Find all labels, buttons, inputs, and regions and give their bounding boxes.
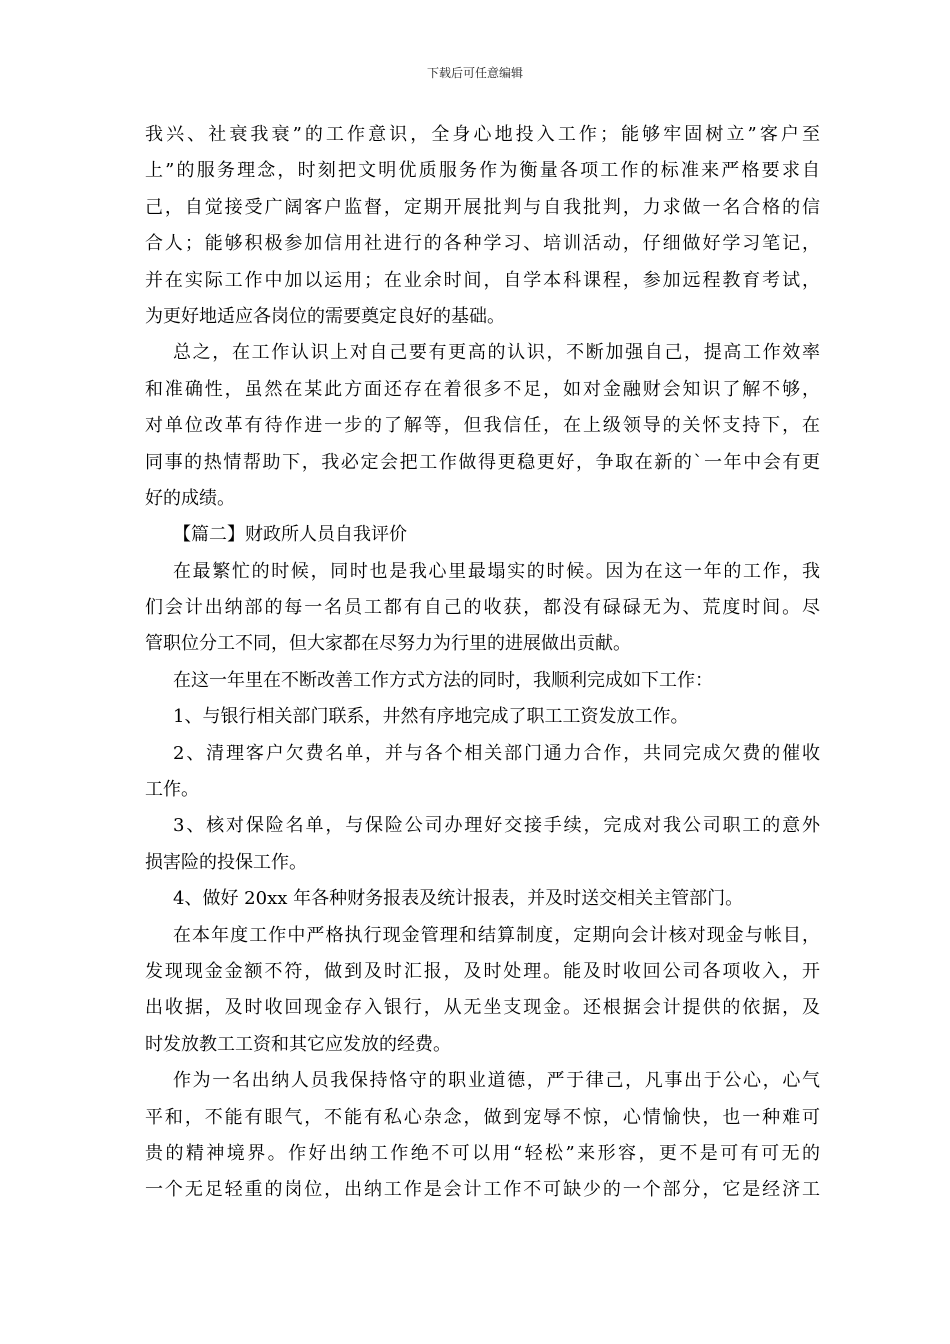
- text-line: 总之，在工作认识上对自己要有更高的认识，不断加强自己，提高工作效率: [173, 342, 820, 364]
- text-line: 好的成绩。: [145, 487, 235, 509]
- text-line: 我兴、社衰我衰”的工作意识，全身心地投入工作；能够牢固树立”客户至: [145, 124, 820, 145]
- text-line: 作为一名出纳人员我保持恪守的职业道德，严于律己，凡事出于公心，心气: [173, 1070, 820, 1092]
- text-line: 3、核对保险名单，与保险公司办理好交接手续，完成对我公司职工的意外: [173, 815, 820, 837]
- document-body: [145, 117, 820, 1209]
- text-line: 一个无足轻重的岗位，出纳工作是会计工作不可缺少的一个部分，它是经济工: [145, 1179, 820, 1201]
- text-line: 并在实际工作中加以运用；在业余时间，自学本科课程，参加远程教育考试，: [145, 269, 820, 291]
- text-line: 2、清理客户欠费名单，并与各个相关部门通力合作，共同完成欠费的催收: [173, 742, 820, 764]
- text-line: 出收据，及时收回现金存入银行，从无坐支现金。还根据会计提供的依据，及: [145, 997, 820, 1019]
- text-line: 己，自觉接受广阔客户监督，定期开展批判与自我批判，力求做一名合格的信: [145, 196, 820, 218]
- text-line: 合人；能够积极参加信用社进行的各种学习、培训活动，仔细做好学习笔记，: [145, 233, 820, 255]
- text-line: 在本年度工作中严格执行现金管理和结算制度，定期向会计核对现金与帐目，: [173, 924, 820, 946]
- text-line: 发现现金金额不符，做到及时汇报，及时处理。能及时收回公司各项收入，开: [145, 960, 820, 982]
- text-line: 对单位改革有待作进一步的了解等，但我信任，在上级领导的关怀支持下，在: [145, 415, 820, 437]
- text-line: 贵的精神境界。作好出纳工作绝不可以用“轻松”来形容，更不是可有可无的: [145, 1142, 820, 1164]
- text-line: 在这一年里在不断改善工作方式方法的同时，我顺利完成如下工作：: [173, 669, 713, 691]
- text-line: 同事的热情帮助下，我必定会把工作做得更稳更好，争取在新的`一年中会有更: [145, 451, 820, 473]
- text-line: 平和，不能有眼气，不能有私心杂念，做到宠辱不惊，心情愉快，也一种难可: [145, 1106, 820, 1128]
- page-header: 下载后可任意编辑: [426, 66, 523, 80]
- text-line: 工作。: [145, 779, 199, 801]
- text-line: 4、做好 20xx 年各种财务报表及统计报表，并及时送交相关主管部门。: [173, 888, 744, 910]
- text-line: 管职位分工不同，但大家都在尽努力为行里的进展做出贡献。: [145, 633, 631, 655]
- text-line: 损害险的投保工作。: [145, 851, 307, 873]
- text-line: 【篇二】财政所人员自我评价: [173, 524, 407, 546]
- text-line: 上”的服务理念，时刻把文明优质服务作为衡量各项工作的标准来严格要求自: [145, 160, 820, 182]
- text-line: 时发放教工工资和其它应发放的经费。: [145, 1033, 451, 1055]
- text-line: 1、与银行相关部门联系，井然有序地完成了职工工资发放工作。: [173, 706, 689, 728]
- text-line: 和准确性，虽然在某此方面还存在着很多不足，如对金融财会知识了解不够，: [145, 378, 820, 400]
- text-line: 在最繁忙的时候，同时也是我心里最塌实的时候。因为在这一年的工作，我: [173, 560, 820, 582]
- text-line: 为更好地适应各岗位的需要奠定良好的基础。: [145, 305, 505, 327]
- text-line: 们会计出纳部的每一名员工都有自己的收获，都没有碌碌无为、荒度时间。尽: [145, 597, 820, 619]
